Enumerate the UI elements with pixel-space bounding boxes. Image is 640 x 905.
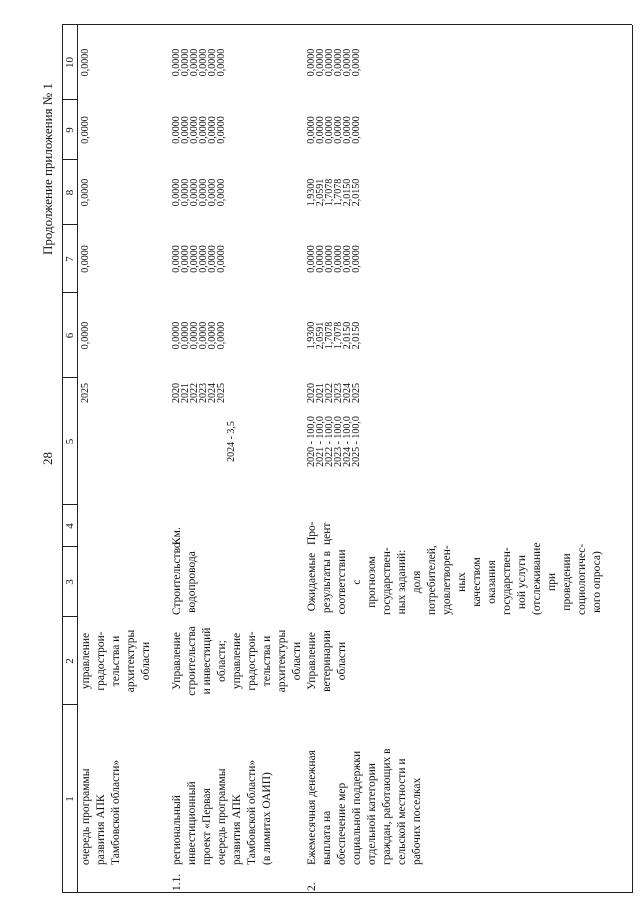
row-unit: Про- цент xyxy=(306,521,333,545)
row-col7: 0,0000 0,0000 0,0000 0,0000 0,0000 0,0000 xyxy=(171,245,227,273)
header-col-divider xyxy=(62,377,77,378)
row-name: очередь программы развития АПК Тамбовской области» xyxy=(80,759,122,865)
appendix-header: Продолжение приложения № 1 xyxy=(40,83,55,255)
header-col-divider xyxy=(62,159,77,160)
row-name: региональный инвестиционный проект «Первая очередь программы развития АПК Тамбовской области» (в лимитах ОАИП) xyxy=(171,759,273,865)
row-col10: 0,0000 xyxy=(80,48,91,77)
row-col10: 0,0000 0,0000 0,0000 0,0000 0,0000 0,0000 xyxy=(171,48,227,77)
row-responsible: управление градострои- тельства и архитектуры области xyxy=(80,629,152,693)
row-responsible: Управление строительства и инвестиций области; управление градострои- тельства и архитектуры области xyxy=(171,626,303,696)
header-col-divider xyxy=(62,704,77,705)
row-years: 2020 2021 2022 2023 2024 2025 xyxy=(171,383,227,403)
row-col8: 0,0000 xyxy=(80,178,91,207)
row-index: 2. xyxy=(306,882,318,891)
row-unit: Км. xyxy=(171,527,183,545)
row-col8: 1,9300 2,0591 1,7078 1,7078 2,0150 2,0150 xyxy=(306,178,362,207)
row-col7: 0,0000 0,0000 0,0000 0,0000 0,0000 0,0000 xyxy=(306,245,362,273)
column-number-2: 2 xyxy=(64,658,76,664)
row-col6: 1,9300 2,0591 1,7078 1,7078 2,0150 2,0150 xyxy=(306,321,362,350)
table-left-border xyxy=(62,892,632,893)
column-number-3: 3 xyxy=(64,579,76,585)
row-responsible: Управление ветеринарии области xyxy=(306,630,348,692)
column-number-4: 4 xyxy=(64,523,76,529)
row-col8: 0,0000 0,0000 0,0000 0,0000 0,0000 0,0000 xyxy=(171,178,227,207)
row-target-values: 2020 - 100,0 2021 - 100,0 2022 - 100,0 2023 - 100,0 2024 - 100,0 2025 - 100,0 xyxy=(306,416,362,467)
column-number-8: 8 xyxy=(64,189,76,196)
page-number: 28 xyxy=(40,452,55,465)
row-col9: 0,0000 0,0000 0,0000 0,0000 0,0000 0,0000 xyxy=(306,116,362,144)
row-index: 1.1. xyxy=(171,873,183,891)
header-col-divider xyxy=(62,504,77,505)
row-indicator: Ожидаемые результаты в соответствии с прогнозом государствен- ных заданий: доля потребителей, удовлетворен- ных качеством оказания государствен- ной услуги (отслеживание при проведении социологичес- кого опроса) xyxy=(306,542,603,615)
row-col9: 0,0000 xyxy=(80,116,91,144)
header-col-divider xyxy=(62,292,77,293)
column-number-5: 5 xyxy=(64,438,76,445)
row-col10: 0,0000 0,0000 0,0000 0,0000 0,0000 0,0000 xyxy=(306,48,362,77)
table-bottom-border xyxy=(632,25,633,893)
column-number-1: 1 xyxy=(64,796,76,802)
header-row-border xyxy=(77,25,78,893)
row-years: 2020 2021 2022 2023 2024 2025 xyxy=(306,383,362,403)
table-top-border xyxy=(62,25,63,893)
row-indicator: Строительство водопровода xyxy=(171,542,198,615)
row-col6: 0,0000 xyxy=(80,321,91,350)
header-col-divider xyxy=(62,224,77,225)
row-col7: 0,0000 xyxy=(80,245,91,273)
column-number-6: 6 xyxy=(64,332,76,339)
header-col-divider xyxy=(62,546,77,547)
row-col9: 0,0000 0,0000 0,0000 0,0000 0,0000 0,0000 xyxy=(171,116,227,144)
row-col6: 0,0000 0,0000 0,0000 0,0000 0,0000 0,0000 xyxy=(171,321,227,350)
column-number-10: 10 xyxy=(64,57,76,68)
table-right-border xyxy=(62,24,632,25)
header-col-divider xyxy=(62,99,77,100)
header-col-divider xyxy=(62,616,77,617)
row-years: 2025 xyxy=(80,383,91,403)
column-number-9: 9 xyxy=(64,127,76,133)
row-target-values: 2024 - 3,5 xyxy=(226,421,237,462)
row-name: Ежемесячная денежная выплата на обеспечение мер социальной поддержки отдельной категории граждан, работающих в сельской местности и рабочих поселках xyxy=(306,748,423,865)
column-number-7: 7 xyxy=(64,256,76,262)
